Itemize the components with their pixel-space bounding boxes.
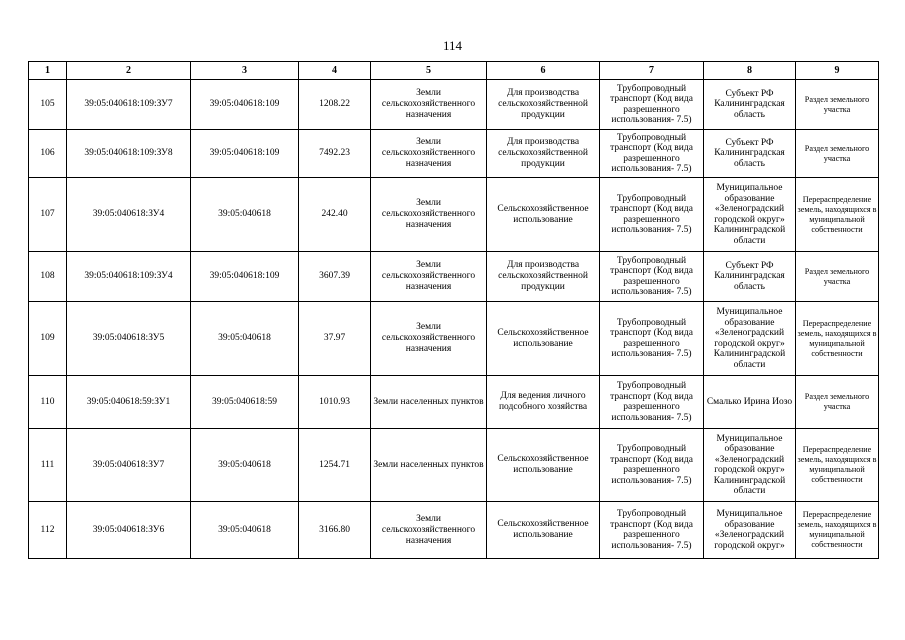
source-plot: 39:05:040618	[191, 178, 299, 252]
header-cell: 7	[600, 62, 704, 80]
cadastral-number: 39:05:040618:ЗУ4	[67, 178, 191, 252]
formation-method: Раздел земельного участка	[796, 376, 879, 429]
row-number: 106	[29, 130, 67, 178]
area: 242.40	[299, 178, 371, 252]
area: 7492.23	[299, 130, 371, 178]
row-number: 108	[29, 252, 67, 302]
page-number: 114	[442, 38, 463, 53]
header-row	[29, 62, 879, 80]
planned-use: Трубопроводный транспорт (Код вида разрешенного использования- 7.5)	[600, 376, 704, 429]
land-category: Земли сельскохозяйственного назначения	[371, 178, 487, 252]
table-row	[29, 429, 879, 502]
formation-method: Перераспределение земель, находящихся в муниципальной собственности	[796, 502, 879, 559]
land-category: Земли сельскохозяйственного назначения	[371, 302, 487, 376]
permitted-use: Сельскохозяйственное использование	[487, 429, 600, 502]
cadastral-number: 39:05:040618:109:ЗУ8	[67, 130, 191, 178]
table-row	[29, 130, 879, 178]
header-cell: 4	[299, 62, 371, 80]
land-category: Земли населенных пунктов	[371, 429, 487, 502]
row-number: 107	[29, 178, 67, 252]
planned-use: Трубопроводный транспорт (Код вида разрешенного использования- 7.5)	[600, 80, 704, 130]
planned-use: Трубопроводный транспорт (Код вида разрешенного использования- 7.5)	[600, 502, 704, 559]
row-number: 109	[29, 302, 67, 376]
permitted-use: Для производства сельскохозяйственной продукции	[487, 80, 600, 130]
area: 3607.39	[299, 252, 371, 302]
formation-method: Перераспределение земель, находящихся в муниципальной собственности	[796, 178, 879, 252]
planned-use: Трубопроводный транспорт (Код вида разрешенного использования- 7.5)	[600, 302, 704, 376]
permitted-use: Сельскохозяйственное использование	[487, 302, 600, 376]
table-row	[29, 302, 879, 376]
source-plot: 39:05:040618:59	[191, 376, 299, 429]
source-plot: 39:05:040618	[191, 502, 299, 559]
permitted-use: Сельскохозяйственное использование	[487, 502, 600, 559]
header-cell: 1	[29, 62, 67, 80]
header-cell: 8	[704, 62, 796, 80]
formation-method: Раздел земельного участка	[796, 80, 879, 130]
row-number: 110	[29, 376, 67, 429]
table-row	[29, 502, 879, 559]
cadastral-number: 39:05:040618:109:ЗУ7	[67, 80, 191, 130]
table-row	[29, 178, 879, 252]
land-plots-table	[28, 61, 879, 559]
formation-method: Раздел земельного участка	[796, 252, 879, 302]
land-category: Земли населенных пунктов	[371, 376, 487, 429]
planned-use: Трубопроводный транспорт (Код вида разрешенного использования- 7.5)	[600, 178, 704, 252]
table-row	[29, 376, 879, 429]
header-cell: 3	[191, 62, 299, 80]
land-category: Земли сельскохозяйственного назначения	[371, 252, 487, 302]
table-row	[29, 252, 879, 302]
area: 1254.71	[299, 429, 371, 502]
source-plot: 39:05:040618:109	[191, 252, 299, 302]
header-cell: 9	[796, 62, 879, 80]
source-plot: 39:05:040618	[191, 302, 299, 376]
source-plot: 39:05:040618	[191, 429, 299, 502]
formation-method: Раздел земельного участка	[796, 130, 879, 178]
cadastral-number: 39:05:040618:ЗУ6	[67, 502, 191, 559]
land-category: Земли сельскохозяйственного назначения	[371, 80, 487, 130]
header-cell: 6	[487, 62, 600, 80]
table-row	[29, 80, 879, 130]
land-category: Земли сельскохозяйственного назначения	[371, 502, 487, 559]
row-number: 105	[29, 80, 67, 130]
owner: Муниципальное образование «Зеленоградский городской округ» Калининградской области	[704, 302, 796, 376]
land-category: Земли сельскохозяйственного назначения	[371, 130, 487, 178]
owner: Субъект РФ Калининградская область	[704, 252, 796, 302]
source-plot: 39:05:040618:109	[191, 130, 299, 178]
planned-use: Трубопроводный транспорт (Код вида разрешенного использования- 7.5)	[600, 252, 704, 302]
area: 1208.22	[299, 80, 371, 130]
planned-use: Трубопроводный транспорт (Код вида разрешенного использования- 7.5)	[600, 130, 704, 178]
header-cell: 5	[371, 62, 487, 80]
formation-method: Перераспределение земель, находящихся в муниципальной собственности	[796, 302, 879, 376]
permitted-use: Для производства сельскохозяйственной продукции	[487, 252, 600, 302]
area: 3166.80	[299, 502, 371, 559]
owner: Муниципальное образование «Зеленоградский городской округ»	[704, 502, 796, 559]
cadastral-number: 39:05:040618:59:ЗУ1	[67, 376, 191, 429]
owner: Муниципальное образование «Зеленоградский городской округ» Калининградской области	[704, 178, 796, 252]
owner: Субъект РФ Калининградская область	[704, 130, 796, 178]
permitted-use: Для производства сельскохозяйственной продукции	[487, 130, 600, 178]
planned-use: Трубопроводный транспорт (Код вида разрешенного использования- 7.5)	[600, 429, 704, 502]
row-number: 111	[29, 429, 67, 502]
header-cell: 2	[67, 62, 191, 80]
permitted-use: Сельскохозяйственное использование	[487, 178, 600, 252]
cadastral-number: 39:05:040618:ЗУ5	[67, 302, 191, 376]
owner: Смалько Ирина Иозо	[704, 376, 796, 429]
cadastral-number: 39:05:040618:109:ЗУ4	[67, 252, 191, 302]
source-plot: 39:05:040618:109	[191, 80, 299, 130]
permitted-use: Для ведения личного подсобного хозяйства	[487, 376, 600, 429]
row-number: 112	[29, 502, 67, 559]
owner: Муниципальное образование «Зеленоградский городской округ» Калининградской области	[704, 429, 796, 502]
formation-method: Перераспределение земель, находящихся в муниципальной собственности	[796, 429, 879, 502]
area: 1010.93	[299, 376, 371, 429]
cadastral-number: 39:05:040618:ЗУ7	[67, 429, 191, 502]
area: 37.97	[299, 302, 371, 376]
owner: Субъект РФ Калининградская область	[704, 80, 796, 130]
